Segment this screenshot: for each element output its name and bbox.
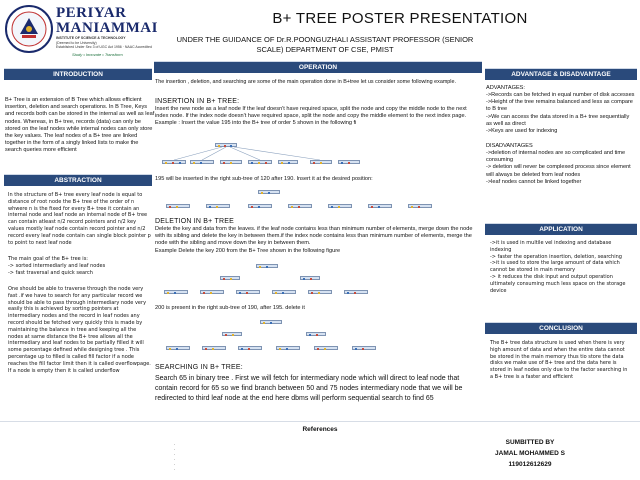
tree-index-node: [300, 276, 320, 280]
student-name: JAMAL MOHAMMED S: [495, 450, 565, 457]
searching-heading: SEARCHING IN B+ TREE:: [155, 364, 243, 371]
disadvantages-heading: DISADVANTAGES: [486, 143, 533, 149]
poster-subtitle: UNDER THE GUIDANCE OF Dr.R.POONGUZHALI ASSISTANT PROFESSOR (SENIOR SCALE) DEPARTMENT OF CSE, PMIST: [176, 35, 474, 54]
university-subtext-line2: (Deemed to be University): [56, 40, 97, 45]
tree-leaf-node: [166, 346, 190, 350]
tree-leaf-node: [248, 204, 272, 208]
deletion-after-text: 200 is present in the right sub-tree of 190, after 195. delete it: [155, 305, 305, 311]
abstraction-para-3: One should be able to traverse through the node very fast .if we have to search for any particular record we should be able to pass through intermediary node very easily this is achieved by sorting pointers at intermediary nodes and the record in leaf nodes any record should be fetched very quickly this is made by maintaining the balance in tree and keeping all the nodes at same distance the B+ tree allows all the intermediary and leaf nodes to be partially filled it will some percentage defined while designing tree . This percentage up to filled is called fill factor if a node reaches the fill factor limit then it is called overflowpage. If a node is empty then it is called underflow: [8, 286, 151, 374]
footer-divider: [0, 421, 640, 422]
tree-leaf-node: [200, 290, 224, 294]
poster-title: B+ TREE POSTER PRESENTATION: [272, 10, 528, 27]
university-name-line1: PERIYAR: [56, 5, 127, 21]
submitted-by-block: [470, 437, 590, 470]
tree-leaf-node: [344, 290, 368, 294]
tree-leaf-node: [202, 346, 226, 350]
disadvantages-text: ->deletion of internal nodes are so complicated and time consuming -> deletion will never be complexed process since element will always be deleted from leaf nodes ->leaf nodes cannot be linked together: [486, 150, 631, 185]
university-subtext-line1: INSTITUTE OF SCIENCE & TECHNOLOGY: [56, 36, 126, 40]
tree-leaf-node: [206, 204, 230, 208]
advantages-heading: ADVANTAGES:: [486, 85, 525, 91]
tree-leaf-node: [276, 346, 300, 350]
insertion-tree-links: [160, 140, 380, 170]
deletion-tree-diagram: [160, 262, 480, 302]
university-tagline: Study • Innovate • Transform: [72, 52, 123, 57]
tree-index-node: [306, 332, 326, 336]
tree-leaf-node: [166, 204, 190, 208]
operation-band: OPERATION: [154, 61, 482, 73]
tree-leaf-node: [314, 346, 338, 350]
tree-leaf-node: [288, 204, 312, 208]
application-text: ->it is used in multile vel indexing and database indexing -> faster the operation insertion, deletion, searching ->it is used to store the large amount of data which cannot be stored in main memory -> it reduces the disk input and output operation ultimately consuming much less space on the storage device: [490, 240, 626, 294]
tree-leaf-node: [352, 346, 376, 350]
university-name-line2: MANIAMMAI: [56, 20, 158, 36]
university-logo: [4, 2, 158, 58]
university-subtext: [56, 36, 152, 50]
application-band: APPLICATION: [485, 223, 637, 235]
tree-root-node: [258, 190, 280, 194]
abstraction-para-1: In the structure of B+ tree every leaf node is equal to distance of root node the B+ tree of the order of n whwere n is the fixed for every B+ tree it contain an internal node and leaf node an internal node of B+ tree can contain atleast n/2 record pointers and n/2 key values mostly leaf node contain record pointer and n/2 record every leaf node contain can single block pointer p to point to next leaf node: [8, 192, 151, 246]
tree-index-node: [222, 332, 242, 336]
student-id: 119012612629: [508, 461, 552, 468]
insertion-tree-diagram: [160, 140, 480, 172]
university-seal-icon: [4, 4, 54, 54]
advantage-band: ADVANTAGE & DISADVANTAGE: [485, 68, 637, 80]
abstraction-para-2: The main goal of the B+ tree is: -> sorted intermediarly and leaf nodes -> fast traversal and quick search: [8, 256, 106, 276]
tree-root-node: [260, 320, 282, 324]
advantages-text: ->Records can be fetched in equal number of disk accesses ->Height of the tree remains balanced and less as compare to B tree ->We can access the data stored in a B+ tree sequentially as well as direct ->Keys are used for indexing: [486, 92, 635, 135]
insertion-text: Insert the new node as a leaf node If the leaf doesn't have required space, split the node and copy the middle node to the next index node. If the index node doesn't have required space, split the node and copy the middle element to the next index page. Example : Insert the value 195 into the B+ tree of order 5 shown in the following fi: [155, 106, 467, 127]
abstraction-band: ABSTRACTION: [4, 174, 152, 186]
deletion-result-tree: [160, 318, 480, 358]
tree-leaf-node: [164, 290, 188, 294]
introduction-text: B+ Tree is an extension of B Tree which allows efficient insertion, deletion and search operations. In B Tree, Keys and records both can be stored in the internal as well as leaf nodes. Whereas, in B+ tree, records (data) can only be stored on the leaf nodes while internal nodes can only store the key values. The leaf nodes of a B+ tree are linked together in the form of a singly linked lists to make the search queries more efficient: [5, 97, 155, 154]
conclusion-text: The B+ tree data structure is used when there is very high amount of data and when the entire data cannot be stored in the main memory thus tio store the data disks we make use of B+ tree and the data here is stored in leaf nodes only due to the factor searching in a B+ tree is a faster and efficient: [490, 340, 628, 380]
references-heading: References: [302, 426, 338, 433]
tree-index-node: [220, 276, 240, 280]
deletion-text: Delete the key and data from the leaves. if the leaf node contains less than minimum number of elements, merge down the node with its sibling and delete the key in between them.if the index node contains less than minimum number of elements, merge the node with the sibling and move down the key in between them. Example Delete the key 200 from the B+ Tree shown in the following figure: [155, 226, 473, 254]
tree-leaf-node: [408, 204, 432, 208]
tree-leaf-node: [236, 290, 260, 294]
insertion-after-text: 195 will be inserted in the right sub-tree of 120 after 190. Insert it at the desired position:: [155, 176, 373, 182]
operation-intro: The insertion , deletion, and searching are some of the main operation done in B+tree let us consider some following example.: [155, 79, 457, 85]
tree-root-node: [256, 264, 278, 268]
tree-leaf-node: [368, 204, 392, 208]
poster-header: [0, 0, 640, 62]
tree-leaf-node: [272, 290, 296, 294]
searching-text: Search 65 in binary tree . First we will fetch for intermediary node which will direct to leaf node that contain record for 65 so we find branch between 50 and 75 nodes intermediary node that we will be redirected to third leaf node at the end here dbms will perform sequential search to find 65: [155, 375, 463, 402]
tree-leaf-node: [308, 290, 332, 294]
tree-leaf-node: [328, 204, 352, 208]
insertion-result-tree: [158, 188, 482, 214]
university-subtext-line3: Established Under Sec 3 of UGC Act 1956 · NAAC Accredited: [56, 45, 152, 49]
deletion-heading: DELETION IN B+ TREE: [155, 218, 234, 225]
university-name: [56, 6, 158, 36]
conclusion-band: CONCLUSION: [485, 322, 637, 334]
insertion-heading: INSERTION IN B+ TREE:: [155, 98, 240, 105]
submitted-by-label: SUMBITTED BY: [505, 439, 555, 446]
tree-leaf-node: [238, 346, 262, 350]
references-list: . . . . . .: [174, 441, 176, 472]
introduction-band: INTRODUCTION: [4, 68, 152, 80]
